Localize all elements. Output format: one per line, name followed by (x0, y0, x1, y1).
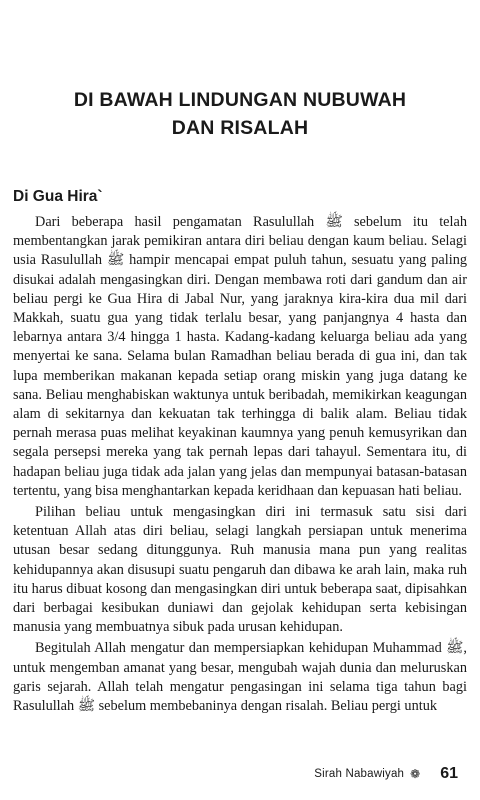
page-number: 61 (440, 765, 458, 782)
footer-book-title: Sirah Nabawiyah (314, 768, 405, 780)
paragraph-2: Pilihan beliau untuk mengasingkan diri ini termasuk satu sisi dari ketentuan Allah atas diri beliau, selagi langkah persiapan untuk menerima utusan besar sedang ditunggunya. Ruh manusia mana pun yang realitas kehidupannya akan disusupi suatu pengaruh dan dibawa ke arah lain, maka ruh itu harus dibuat kosong dan mengasingkan diri untuk beberapa saat, dipisahkan dari berbagai kesibukan duniawi dan gejolak kehidupan serta kebisingan manusia yang membuatnya sibuk pada urusan kehidupan. (13, 504, 467, 636)
flower-ornament-icon: ❁ (410, 767, 421, 781)
chapter-title (20, 86, 460, 142)
paragraph-3: Begitulah Allah mengatur dan mempersiapkan kehidupan Muhammad ﷺ, untuk mengemban amanat yang besar, mengubah wajah dunia dan meluruskan garis sejarah. Allah telah mengatur pengasingan ini selama tiga tahun bagi Rasulullah ﷺ sebelum membebaninya dengan risalah. Beliau pergi untuk (13, 640, 467, 715)
section-heading: Di Gua Hira` (13, 188, 103, 205)
chapter-title-line-2: DAN RISALAH (171, 117, 309, 139)
page-footer (314, 765, 458, 783)
chapter-title-line-1: DI BAWAH LINDUNGAN NUBUWAH (73, 89, 407, 111)
body-text (13, 213, 467, 718)
paragraph-1: Dari beberapa hasil pengamatan Rasulullah ﷺ sebelum itu telah membentangkan jarak pemikiran antara diri beliau dengan kaum beliau. Selagi usia Rasulullah ﷺ hampir mencapai empat puluh tahun, sesuatu yang paling disukai adalah mengasingkan diri. Dengan membawa roti dari gandum dan air beliau pergi ke Gua Hira di Jabal Nur, yang jaraknya kira-kira dua mil dari Makkah, suatu gua yang tidak terlalu besar, yang panjangnya 4 hasta dan lebarnya antara 3/4 hingga 1 hasta. Kadang-kadang keluarga beliau ada yang menyertai ke sana. Selama bulan Ramadhan beliau berada di gua ini, dan tak lupa memberikan makanan kepada setiap orang miskin yang juga datang ke sana. Beliau menghabiskan waktunya untuk beribadah, memikirkan keagungan alam di sekitarnya dan kekuatan tak terhingga di balik alam. Beliau tidak pernah merasa puas melihat keyakinan kaumnya yang penuh kemusyrikan dan segala persepsi mereka yang tak pernah lepas dari tahayul. Sementara itu, di hadapan beliau juga tidak ada jalan yang jelas dan mempunyai batasan-batasan tertentu, yang bisa menghantarkan kepada keridhaan dan kepuasan hati beliau. (13, 214, 467, 499)
